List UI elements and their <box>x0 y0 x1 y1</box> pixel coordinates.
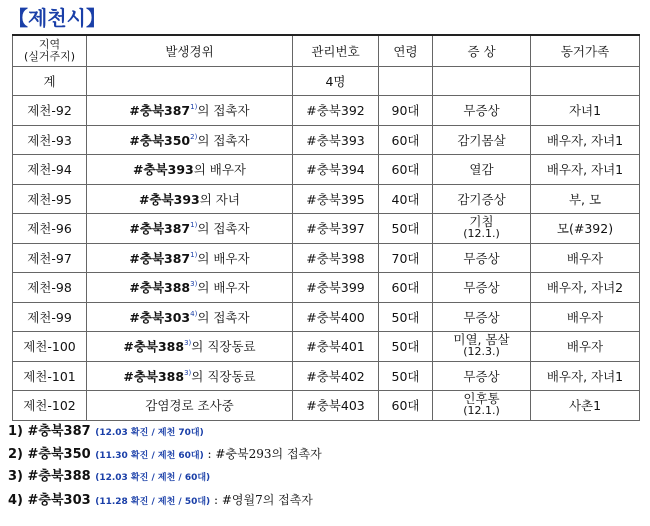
age-cell: 50대 <box>379 361 433 391</box>
footnote: 2) #충북350 (11.30 확진 / 제천 60대) : #충북293의 접촉자 <box>8 447 322 462</box>
table-row <box>13 243 640 273</box>
footnote: 1) #충북387 (12.03 확진 / 제천 70대) <box>8 424 204 439</box>
table-row <box>13 214 640 244</box>
symptom-cell: 무증상 <box>433 243 531 273</box>
symptom-cell: 미열, 몸살 (12.3.) <box>433 332 531 362</box>
age-cell: 70대 <box>379 243 433 273</box>
table-row <box>13 332 640 362</box>
region-cell: 제천-92 <box>13 96 87 126</box>
age-cell: 60대 <box>379 273 433 303</box>
page-title: 【제천시】 <box>8 6 106 30</box>
route-cell: #충북393의 자녀 <box>87 184 293 214</box>
route-cell: #충북387$^{1)}$의 접촉자 <box>87 214 293 244</box>
table-row <box>13 361 640 391</box>
family-cell: 배우자 <box>531 332 640 362</box>
region-cell: 제천-97 <box>13 243 87 273</box>
family-cell: 배우자 <box>531 243 640 273</box>
age-cell: 50대 <box>379 214 433 244</box>
table-row <box>13 273 640 303</box>
age-cell: 60대 <box>379 125 433 155</box>
region-cell: 제천-102 <box>13 391 87 421</box>
footnote: 4) #충북303 (11.28 확진 / 제천 / 50대) : #영월7의 접촉자 <box>8 493 313 508</box>
route-cell: #충북393의 배우자 <box>87 155 293 185</box>
family-cell: 배우자, 자녀1 <box>531 361 640 391</box>
table-row <box>13 391 640 421</box>
id-cell: #충북394 <box>293 155 379 185</box>
table-row <box>13 184 640 214</box>
age-cell: 40대 <box>379 184 433 214</box>
symptom-cell: 열감 <box>433 155 531 185</box>
footnote: 3) #충북388 (12.03 확진 / 제천 / 60대) <box>8 469 211 484</box>
region-cell: 제천-93 <box>13 125 87 155</box>
cases-table <box>12 34 640 421</box>
header-row <box>13 35 640 66</box>
route-cell: #충북388$^{3)}$의 배우자 <box>87 273 293 303</box>
table-row <box>13 155 640 185</box>
id-cell: #충북401 <box>293 332 379 362</box>
route-cell: 감염경로 조사중 <box>87 391 293 421</box>
id-cell: #충북393 <box>293 125 379 155</box>
symptom-cell: 무증상 <box>433 96 531 126</box>
symptom-cell: 무증상 <box>433 302 531 332</box>
family-cell: 배우자 <box>531 302 640 332</box>
region-cell: 제천-101 <box>13 361 87 391</box>
route-cell: #충북350$^{2)}$의 접촉자 <box>87 125 293 155</box>
age-cell: 60대 <box>379 391 433 421</box>
total-row <box>13 66 640 96</box>
region-cell: 제천-100 <box>13 332 87 362</box>
id-cell: #충북398 <box>293 243 379 273</box>
family-cell: 배우자, 자녀1 <box>531 125 640 155</box>
route-cell: #충북303$^{4)}$의 접촉자 <box>87 302 293 332</box>
table-row <box>13 96 640 126</box>
region-cell: 제천-98 <box>13 273 87 303</box>
route-cell: #충북387$^{1)}$의 접촉자 <box>87 96 293 126</box>
total-label: 계 <box>13 66 87 96</box>
age-cell: 90대 <box>379 96 433 126</box>
id-cell: #충북399 <box>293 273 379 303</box>
family-cell: 자녀1 <box>531 96 640 126</box>
family-cell: 부, 모 <box>531 184 640 214</box>
header-symptom: 증 상 <box>433 35 531 66</box>
id-cell: #충북400 <box>293 302 379 332</box>
family-cell: 배우자, 자녀1 <box>531 155 640 185</box>
header-family: 동거가족 <box>531 35 640 66</box>
id-cell: #충북402 <box>293 361 379 391</box>
symptom-cell: 인후통 (12.1.) <box>433 391 531 421</box>
symptom-cell: 감기증상 <box>433 184 531 214</box>
region-cell: 제천-96 <box>13 214 87 244</box>
header-route: 발생경위 <box>87 35 293 66</box>
route-cell: #충북387$^{1)}$의 배우자 <box>87 243 293 273</box>
route-cell: #충북388$^{3)}$의 직장동료 <box>87 361 293 391</box>
region-cell: 제천-95 <box>13 184 87 214</box>
total-count: 4명 <box>293 66 379 96</box>
symptom-cell: 기침 (12.1.) <box>433 214 531 244</box>
region-cell: 제천-99 <box>13 302 87 332</box>
symptom-cell: 무증상 <box>433 361 531 391</box>
table-row <box>13 125 640 155</box>
table-row <box>13 302 640 332</box>
header-id: 관리번호 <box>293 35 379 66</box>
age-cell: 50대 <box>379 332 433 362</box>
header-region: 지역 (실거주지) <box>13 35 87 66</box>
region-cell: 제천-94 <box>13 155 87 185</box>
id-cell: #충북403 <box>293 391 379 421</box>
family-cell: 사촌1 <box>531 391 640 421</box>
header-age: 연령 <box>379 35 433 66</box>
id-cell: #충북397 <box>293 214 379 244</box>
age-cell: 50대 <box>379 302 433 332</box>
family-cell: 배우자, 자녀2 <box>531 273 640 303</box>
symptom-cell: 감기몸살 <box>433 125 531 155</box>
id-cell: #충북392 <box>293 96 379 126</box>
family-cell: 모(#392) <box>531 214 640 244</box>
symptom-cell: 무증상 <box>433 273 531 303</box>
age-cell: 60대 <box>379 155 433 185</box>
id-cell: #충북395 <box>293 184 379 214</box>
route-cell: #충북388$^{3)}$의 직장동료 <box>87 332 293 362</box>
